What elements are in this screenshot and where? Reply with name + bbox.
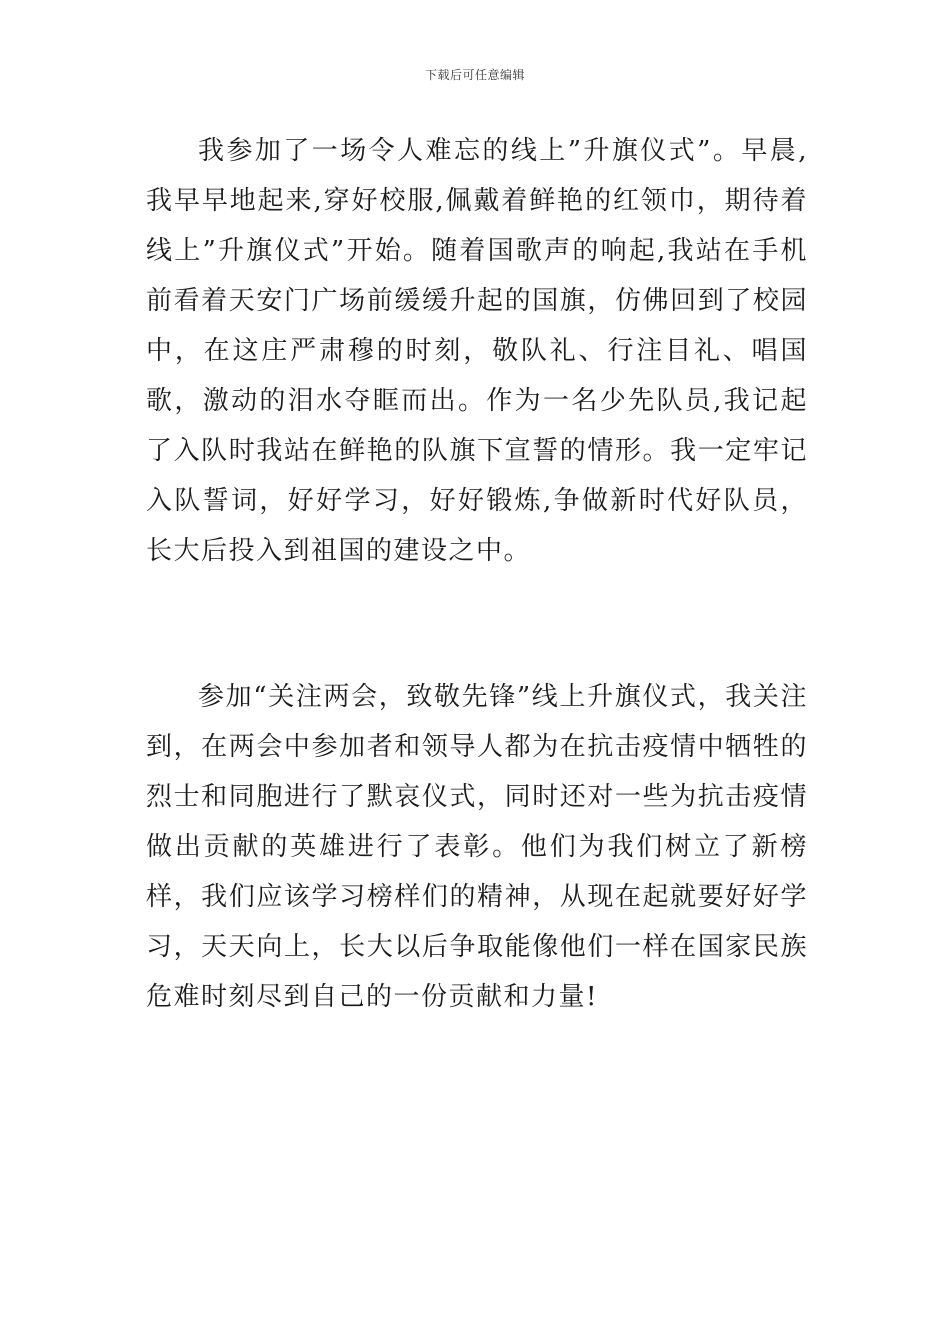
header-note: 下载后可任意编辑 — [424, 68, 525, 82]
paragraph-1: 我参加了一场令人难忘的线上”升旗仪式”。早晨,我早早地起来,穿好校服,佩戴着鲜艳的红领巾，期待着线上”升旗仪式”开始。随着国歌声的响起,我站在手机前看着天安门广场前缓缓升起的国旗，仿佛回到了校园中，在这庄严肃穆的时刻，敬队礼、行注目礼、唱国歌，激动的泪水夺眶而出。作为一名少先队员,我记起了入队时我站在鲜艳的队旗下宣誓的情形。我一定牢记入队誓词，好好学习，好好锻炼,争做新时代好队员，长大后投入到祖国的建设之中。 — [146, 136, 808, 566]
paragraph-2: 参加“关注两会，致敬先锋”线上升旗仪式，我关注到，在两会中参加者和领导人都为在抗击疫情中牺牲的烈士和同胞进行了默哀仪式，同时还对一些为抗击疫情做出贡献的英雄进行了表彰。他们为我们树立了新榜样，我们应该学习榜样们的精神，从现在起就要好好学习，天天向上，长大以后争取能像他们一样在国家民族危难时刻尽到自己的一份贡献和力量! — [146, 682, 808, 1012]
